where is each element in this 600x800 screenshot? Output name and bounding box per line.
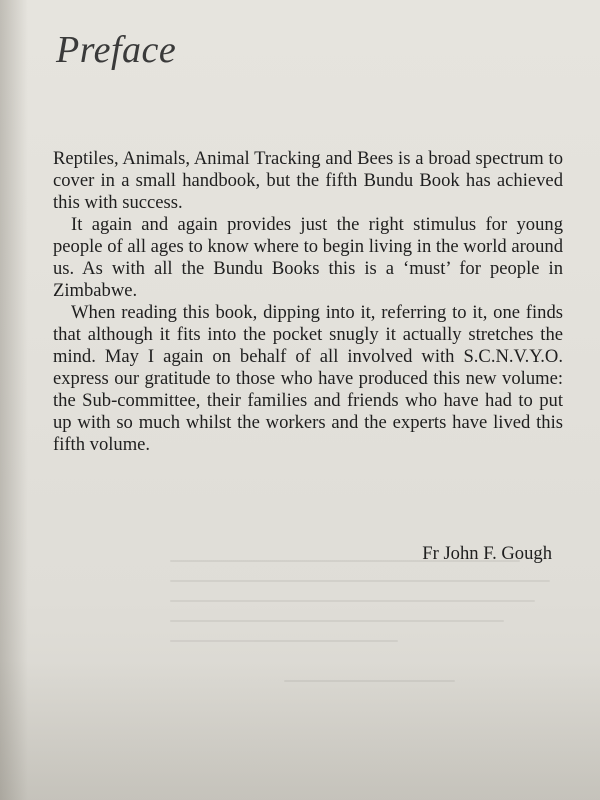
paragraph-2: It again and again provides just the right stimulus for young people of all ages to know where to begin living in the world around us. As with all the Bundu Books this is a ‘must’ for people in Zimbabwe.	[53, 214, 563, 301]
reverse-side-show-through	[170, 560, 550, 740]
paragraph-3: When reading this book, dipping into it, referring to it, one finds that although it fits into the pocket snugly it actually stretches the mind. May I again on behalf of all involved with S.C.N.V.Y.O. express our gratitude to those who have produced this new volume: the Sub-committee, their families and friends who have had to put up with so much whilst the workers and the experts have lived this fifth volume.	[53, 302, 563, 455]
paragraph-1: Reptiles, Animals, Animal Tracking and Bees is a broad spectrum to cover in a small handbook, but the fifth Bundu Book has achieved this with success.	[53, 148, 563, 213]
preface-body	[53, 148, 563, 456]
signature: Fr John F. Gough	[422, 543, 552, 564]
page-heading: Preface	[56, 29, 177, 71]
